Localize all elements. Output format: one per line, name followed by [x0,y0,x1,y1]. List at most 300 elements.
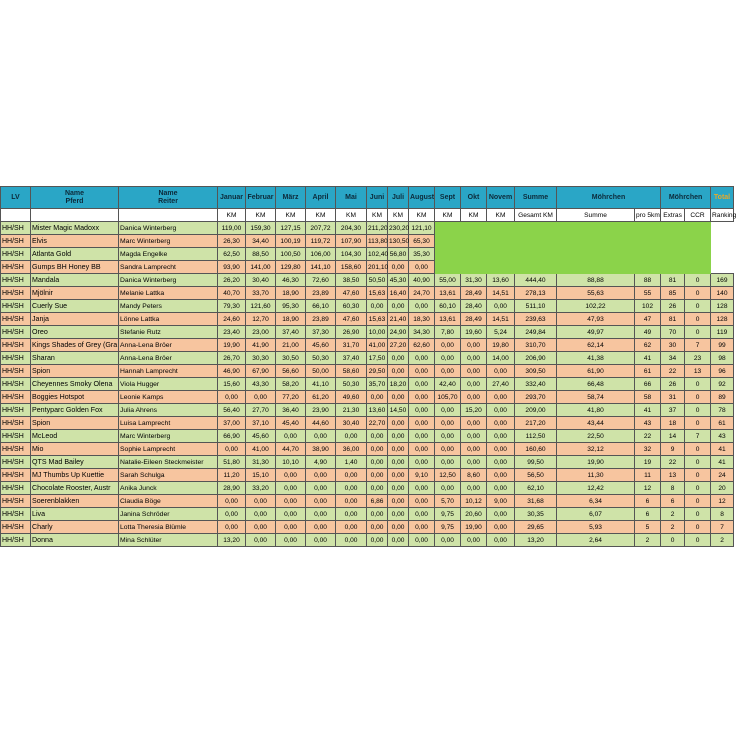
cell-month-km: 47,60 [336,287,367,300]
cell-month-km: 51,80 [218,456,246,469]
cell-pro5km: 102 [635,300,661,313]
subheader-blank [1,209,31,222]
cell-month-km: 17,50 [367,352,388,365]
cell-month-km: 100,19 [276,235,306,248]
cell-month-km: 56,80 [388,248,409,261]
cell-rider: Mandy Peters [119,300,218,313]
cell-extras: 14 [661,430,685,443]
cell-extras: 37 [661,404,685,417]
cell-month-km: 0,00 [367,482,388,495]
cell-month-km: 158,60 [336,261,367,274]
cell-month-km: 0,00 [409,365,435,378]
cell-month-km: 41,00 [246,443,276,456]
cell-moehrchen-summe: 5,93 [557,521,635,534]
table-row [1,417,734,430]
cell-moehrchen-summe: 43,44 [557,417,635,430]
cell-month-km: 21,30 [336,404,367,417]
header-row [1,187,734,209]
cell-month-km: 13,61 [435,287,461,300]
cell-month-km: 159,30 [246,222,276,235]
subheader-km: KM [336,209,367,222]
cell-ccr: 0 [685,391,711,404]
cell-lv: HH/SH [1,222,31,235]
table-row [1,352,734,365]
cell-month-km: 0,00 [487,365,515,378]
cell-month-km: 0,00 [435,482,461,495]
cell-rider: Sophie Lamprecht [119,443,218,456]
cell-moehrchen-summe: 88,88 [557,274,635,287]
cell-rider: Danica Winterberg [119,222,218,235]
cell-month-km: 0,00 [388,495,409,508]
cell-rider: Viola Hugger [119,378,218,391]
cell-month-km: 121,60 [246,300,276,313]
cell-month-km: 26,70 [218,352,246,365]
cell-lv: HH/SH [1,456,31,469]
cell-month-km: 0,00 [388,352,409,365]
cell-lv: HH/SH [1,534,31,547]
cell-month-km: 0,00 [246,521,276,534]
cell-lv: HH/SH [1,287,31,300]
cell-ccr: 0 [685,456,711,469]
table-row [1,248,734,261]
subheader-blank [119,209,218,222]
cell-pro5km: 2 [635,534,661,547]
cell-rider: Mina Schlüter [119,534,218,547]
cell-month-km: 12,70 [246,313,276,326]
cell-moehrchen-summe: 49,97 [557,326,635,339]
cell-month-km: 0,00 [461,339,487,352]
cell-extras: 81 [661,274,685,287]
cell-pro5km: 88 [635,274,661,287]
cell-month-km: 43,30 [246,378,276,391]
cell-month-km: 38,90 [306,443,336,456]
cell-moehrchen-summe: 102,22 [557,300,635,313]
cell-moehrchen-summe: 41,80 [557,404,635,417]
cell-month-km: 0,00 [306,495,336,508]
cell-month-km: 56,60 [276,365,306,378]
cell-month-km: 121,10 [409,222,435,235]
cell-month-km: 40,90 [409,274,435,287]
cell-month-km: 7,80 [435,326,461,339]
cell-gesamt-km: 293,70 [515,391,557,404]
cell-month-km: 0,00 [367,300,388,313]
cell-pro5km: 58 [635,391,661,404]
cell-month-km: 0,00 [218,443,246,456]
cell-moehrchen-summe: 47,93 [557,313,635,326]
cell-ccr: 13 [685,365,711,378]
cell-moehrchen-summe: 32,12 [557,443,635,456]
cell-month-km: 18,30 [409,313,435,326]
cell-lv: HH/SH [1,300,31,313]
cell-extras: 6 [661,495,685,508]
cell-rider: Lotta Theresia Blümle [119,521,218,534]
cell-month-km: 12,50 [435,469,461,482]
cell-pro5km: 41 [635,404,661,417]
cell-rider: Leonie Kamps [119,391,218,404]
cell-month-km: 0,00 [487,521,515,534]
table-row [1,456,734,469]
header-month: März [276,187,306,209]
cell-month-km: 0,00 [276,495,306,508]
cell-extras: 22 [661,365,685,378]
cell-horse: Chocolate Rooster, Austr [31,482,119,495]
header-month: Juni [367,187,388,209]
cell-month-km: 30,40 [336,417,367,430]
cell-month-km: 30,30 [246,352,276,365]
ride-table [0,186,734,547]
cell-horse: Elvis [31,235,119,248]
cell-gesamt-km: 112,50 [515,430,557,443]
table-row [1,300,734,313]
cell-month-km: 66,10 [306,300,336,313]
cell-month-km: 45,60 [306,339,336,352]
cell-month-km: 0,00 [409,456,435,469]
cell-horse: Janja [31,313,119,326]
cell-month-km: 0,00 [218,391,246,404]
cell-month-km: 0,00 [336,430,367,443]
cell-month-km: 0,00 [487,417,515,430]
cell-month-km: 33,20 [246,482,276,495]
header-lv: LV [1,187,31,209]
subheader-km: KM [367,209,388,222]
subheader-km: KM [461,209,487,222]
cell-rider: Magda Engelke [119,248,218,261]
cell-rider: Melanie Lattka [119,287,218,300]
cell-horse: Mio [31,443,119,456]
cell-month-km: 33,70 [246,287,276,300]
cell-rider: Hannah Lamprecht [119,365,218,378]
cell-month-km: 61,20 [306,391,336,404]
subheader-km: KM [218,209,246,222]
cell-ranking: 2 [711,534,734,547]
cell-rider: Natalie-Eileen Steckmeister [119,456,218,469]
cell-lv: HH/SH [1,339,31,352]
cell-ranking: 20 [711,482,734,495]
cell-month-km: 0,00 [218,521,246,534]
cell-moehrchen-summe: 12,42 [557,482,635,495]
table-row [1,313,734,326]
cell-month-km: 14,00 [487,352,515,365]
cell-month-km: 46,30 [276,274,306,287]
cell-moehrchen-summe: 62,14 [557,339,635,352]
cell-extras: 70 [661,326,685,339]
cell-horse: Mandala [31,274,119,287]
cell-ccr: 0 [685,404,711,417]
empty-highlight-block [435,222,711,235]
cell-month-km: 106,00 [306,248,336,261]
subheader-ccr: CCR [685,209,711,222]
cell-rider: Sarah Schulga [119,469,218,482]
cell-month-km: 0,00 [435,339,461,352]
cell-month-km: 0,00 [276,521,306,534]
cell-month-km: 0,00 [461,443,487,456]
cell-horse: Spion [31,417,119,430]
cell-month-km: 0,00 [388,469,409,482]
cell-month-km: 0,00 [388,417,409,430]
cell-ranking: 119 [711,326,734,339]
cell-extras: 8 [661,482,685,495]
subheader-km: KM [246,209,276,222]
cell-month-km: 8,60 [461,469,487,482]
cell-month-km: 0,00 [409,378,435,391]
cell-lv: HH/SH [1,313,31,326]
cell-ranking: 24 [711,469,734,482]
cell-month-km: 95,30 [276,300,306,313]
cell-extras: 34 [661,352,685,365]
subheader-ranking: Ranking [711,209,734,222]
table-row [1,261,734,274]
cell-month-km: 5,70 [435,495,461,508]
cell-ccr: 7 [685,430,711,443]
cell-month-km: 41,00 [367,339,388,352]
cell-month-km: 26,20 [218,274,246,287]
cell-month-km: 0,00 [487,482,515,495]
cell-rider: Anika Junck [119,482,218,495]
cell-month-km: 102,40 [367,248,388,261]
cell-pro5km: 32 [635,443,661,456]
table-row [1,222,734,235]
spreadsheet [0,186,734,547]
cell-month-km: 0,00 [409,391,435,404]
cell-gesamt-km: 31,68 [515,495,557,508]
cell-month-km: 0,00 [388,521,409,534]
header-month: Novem [487,187,515,209]
cell-month-km: 0,00 [487,391,515,404]
cell-month-km: 26,90 [336,326,367,339]
cell-gesamt-km: 332,40 [515,378,557,391]
cell-month-km: 6,86 [367,495,388,508]
cell-horse: Pentyparc Golden Fox [31,404,119,417]
cell-extras: 0 [661,534,685,547]
header-moehrchen-extra: Möhrchen [661,187,711,209]
cell-month-km: 0,00 [367,508,388,521]
cell-month-km: 20,60 [461,508,487,521]
cell-month-km: 0,00 [336,508,367,521]
cell-month-km: 113,80 [367,235,388,248]
cell-month-km: 13,60 [367,404,388,417]
cell-horse: Kings Shades of Grey (Gra [31,339,119,352]
cell-month-km: 30,40 [246,274,276,287]
cell-ccr: 0 [685,443,711,456]
subheader-km: KM [388,209,409,222]
cell-ranking: 61 [711,417,734,430]
cell-month-km: 16,40 [388,287,409,300]
cell-month-km: 24,60 [218,313,246,326]
cell-month-km: 45,30 [388,274,409,287]
cell-pro5km: 49 [635,326,661,339]
cell-ranking: 98 [711,352,734,365]
cell-horse: Cuerly Sue [31,300,119,313]
cell-pro5km: 12 [635,482,661,495]
cell-horse: Atlanta Gold [31,248,119,261]
cell-lv: HH/SH [1,521,31,534]
cell-month-km: 0,00 [409,495,435,508]
cell-month-km: 28,49 [461,287,487,300]
cell-month-km: 0,00 [276,482,306,495]
cell-extras: 2 [661,521,685,534]
cell-ccr: 0 [685,521,711,534]
cell-month-km: 31,30 [461,274,487,287]
cell-month-km: 105,70 [435,391,461,404]
cell-horse: Charly [31,521,119,534]
cell-gesamt-km: 99,50 [515,456,557,469]
cell-moehrchen-summe: 55,63 [557,287,635,300]
cell-horse: Donna [31,534,119,547]
cell-month-km: 28,49 [461,313,487,326]
cell-month-km: 14,50 [388,404,409,417]
cell-extras: 26 [661,378,685,391]
cell-month-km: 67,90 [246,365,276,378]
cell-ccr: 0 [685,313,711,326]
cell-month-km: 0,00 [306,482,336,495]
cell-moehrchen-summe: 19,90 [557,456,635,469]
cell-month-km: 129,80 [276,261,306,274]
cell-month-km: 0,00 [276,469,306,482]
cell-month-km: 119,00 [218,222,246,235]
cell-month-km: 45,40 [276,417,306,430]
cell-ranking: 89 [711,391,734,404]
cell-month-km: 0,00 [409,534,435,547]
subheader-gesamt-km: Gesamt KM [515,209,557,222]
cell-month-km: 201,10 [367,261,388,274]
cell-gesamt-km: 444,40 [515,274,557,287]
cell-moehrchen-summe: 11,30 [557,469,635,482]
cell-month-km: 60,30 [336,300,367,313]
cell-month-km: 37,40 [276,326,306,339]
cell-lv: HH/SH [1,352,31,365]
cell-rider: Marc Winterberg [119,235,218,248]
cell-month-km: 0,00 [409,430,435,443]
cell-month-km: 58,20 [276,378,306,391]
cell-month-km: 27,20 [388,339,409,352]
cell-month-km: 0,00 [367,469,388,482]
cell-month-km: 9,00 [487,495,515,508]
cell-horse: MJ Thumbs Up Kuettie [31,469,119,482]
cell-month-km: 207,72 [306,222,336,235]
cell-month-km: 42,40 [435,378,461,391]
cell-lv: HH/SH [1,443,31,456]
cell-month-km: 0,00 [367,443,388,456]
cell-month-km: 0,00 [461,352,487,365]
table-row [1,378,734,391]
cell-ccr: 0 [685,469,711,482]
cell-month-km: 0,00 [461,417,487,430]
cell-month-km: 0,00 [487,469,515,482]
cell-month-km: 27,70 [246,404,276,417]
cell-month-km: 18,90 [276,313,306,326]
cell-month-km: 0,00 [409,261,435,274]
empty-highlight-block [435,248,711,261]
cell-month-km: 230,20 [388,222,409,235]
cell-month-km: 130,50 [388,235,409,248]
cell-gesamt-km: 209,00 [515,404,557,417]
cell-ccr: 0 [685,287,711,300]
cell-ranking: 140 [711,287,734,300]
cell-gesamt-km: 206,90 [515,352,557,365]
cell-lv: HH/SH [1,378,31,391]
cell-moehrchen-summe: 66,48 [557,378,635,391]
cell-rider: Anna-Lena Bröer [119,352,218,365]
cell-month-km: 23,89 [306,287,336,300]
cell-ccr: 0 [685,274,711,287]
cell-gesamt-km: 511,10 [515,300,557,313]
cell-month-km: 0,00 [336,469,367,482]
cell-gesamt-km: 62,10 [515,482,557,495]
cell-month-km: 0,00 [388,430,409,443]
cell-month-km: 13,20 [218,534,246,547]
cell-month-km: 10,12 [461,495,487,508]
cell-month-km: 0,00 [218,508,246,521]
cell-month-km: 37,10 [246,417,276,430]
cell-month-km: 0,00 [276,508,306,521]
cell-lv: HH/SH [1,469,31,482]
cell-month-km: 50,30 [336,378,367,391]
cell-month-km: 23,00 [246,326,276,339]
cell-horse: Mister Magic Madoxx [31,222,119,235]
cell-month-km: 31,70 [336,339,367,352]
cell-month-km: 58,60 [336,365,367,378]
cell-month-km: 0,00 [367,534,388,547]
cell-month-km: 79,30 [218,300,246,313]
cell-month-km: 0,00 [409,352,435,365]
cell-month-km: 0,00 [487,456,515,469]
cell-ccr: 0 [685,378,711,391]
cell-horse: Cheyennes Smoky Olena [31,378,119,391]
cell-rider: Stefanie Rutz [119,326,218,339]
cell-month-km: 23,90 [306,404,336,417]
cell-rider: Luisa Lamprecht [119,417,218,430]
cell-ranking: 43 [711,430,734,443]
cell-month-km: 0,00 [487,300,515,313]
table-row [1,404,734,417]
cell-month-km: 0,00 [388,300,409,313]
cell-horse: Mjölnir [31,287,119,300]
cell-month-km: 21,00 [276,339,306,352]
cell-month-km: 66,90 [218,430,246,443]
cell-gesamt-km: 310,70 [515,339,557,352]
cell-month-km: 0,00 [435,352,461,365]
cell-month-km: 0,00 [461,430,487,443]
header-horse: Name Pferd [31,187,119,209]
cell-month-km: 0,00 [306,508,336,521]
cell-month-km: 0,00 [409,521,435,534]
cell-month-km: 50,00 [306,365,336,378]
cell-ccr: 0 [685,495,711,508]
cell-month-km: 0,00 [306,469,336,482]
header-summe: Summe [515,187,557,209]
cell-month-km: 0,00 [435,365,461,378]
cell-month-km: 0,00 [276,430,306,443]
cell-month-km: 23,40 [218,326,246,339]
cell-gesamt-km: 239,63 [515,313,557,326]
cell-pro5km: 43 [635,417,661,430]
cell-month-km: 72,60 [306,274,336,287]
cell-month-km: 10,00 [367,326,388,339]
table-row [1,339,734,352]
cell-ranking: 96 [711,365,734,378]
cell-month-km: 100,50 [276,248,306,261]
cell-month-km: 30,50 [276,352,306,365]
cell-extras: 31 [661,391,685,404]
cell-month-km: 0,00 [487,534,515,547]
cell-month-km: 62,50 [218,248,246,261]
cell-month-km: 0,00 [409,300,435,313]
cell-month-km: 45,60 [246,430,276,443]
cell-month-km: 0,00 [409,482,435,495]
cell-month-km: 0,00 [388,482,409,495]
cell-horse: Sharan [31,352,119,365]
cell-month-km: 34,30 [409,326,435,339]
